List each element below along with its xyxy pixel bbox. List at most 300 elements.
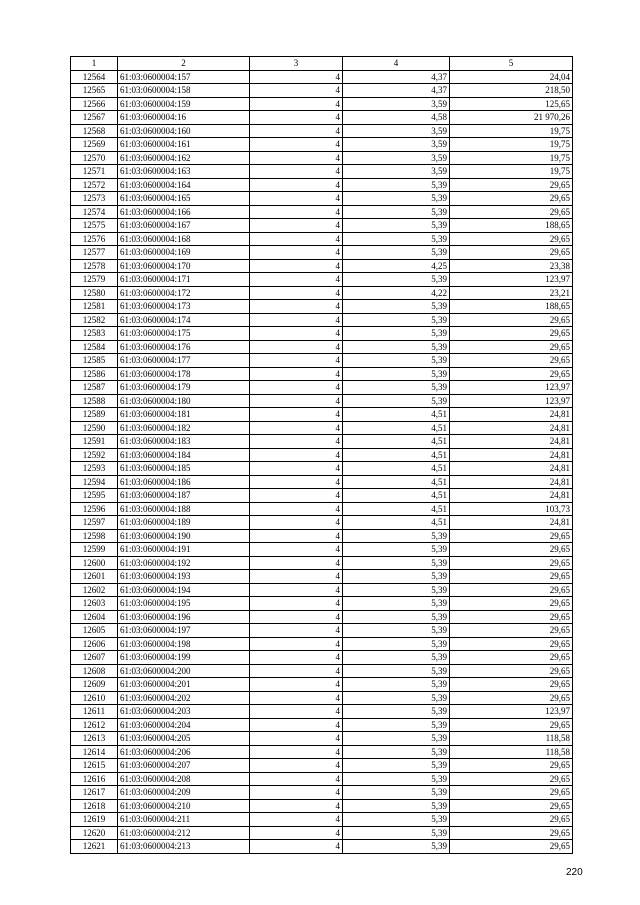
table-row xyxy=(71,570,573,584)
table-cell: 5,39 xyxy=(343,232,450,246)
table-row xyxy=(71,597,573,611)
column-header: 4 xyxy=(343,57,450,71)
table-row xyxy=(71,475,573,489)
table-cell: 125,65 xyxy=(450,97,573,111)
table-cell: 12584 xyxy=(71,340,118,354)
table-cell: 12614 xyxy=(71,745,118,759)
table-cell: 61:03:0600004:163 xyxy=(118,165,250,179)
table-cell: 29,65 xyxy=(450,597,573,611)
table-cell: 29,65 xyxy=(450,354,573,368)
table-cell: 12615 xyxy=(71,759,118,773)
table-row xyxy=(71,151,573,165)
table-row xyxy=(71,705,573,719)
table-cell: 3,59 xyxy=(343,124,450,138)
table-cell: 23,21 xyxy=(450,286,573,300)
table-cell: 4 xyxy=(250,354,343,368)
table-cell: 4 xyxy=(250,732,343,746)
table-row xyxy=(71,502,573,516)
table-cell: 4,37 xyxy=(343,70,450,84)
table-cell: 12568 xyxy=(71,124,118,138)
table-cell: 12595 xyxy=(71,489,118,503)
table-cell: 4 xyxy=(250,745,343,759)
table-row xyxy=(71,327,573,341)
table-cell: 12591 xyxy=(71,435,118,449)
table-row xyxy=(71,84,573,98)
table-row xyxy=(71,381,573,395)
table-cell: 5,39 xyxy=(343,354,450,368)
table-cell: 61:03:0600004:164 xyxy=(118,178,250,192)
table-cell: 61:03:0600004:212 xyxy=(118,826,250,840)
table-cell: 12590 xyxy=(71,421,118,435)
table-cell: 61:03:0600004:211 xyxy=(118,813,250,827)
table-row xyxy=(71,273,573,287)
table-row xyxy=(71,300,573,314)
table-cell: 61:03:0600004:172 xyxy=(118,286,250,300)
table-cell: 29,65 xyxy=(450,529,573,543)
table-cell: 61:03:0600004:159 xyxy=(118,97,250,111)
table-cell: 24,81 xyxy=(450,435,573,449)
table-cell: 4 xyxy=(250,502,343,516)
table-cell: 4 xyxy=(250,826,343,840)
table-cell: 5,39 xyxy=(343,273,450,287)
table-row xyxy=(71,394,573,408)
table-cell: 29,65 xyxy=(450,205,573,219)
table-cell: 61:03:0600004:182 xyxy=(118,421,250,435)
table-cell: 61:03:0600004:185 xyxy=(118,462,250,476)
table-cell: 61:03:0600004:162 xyxy=(118,151,250,165)
table-cell: 61:03:0600004:195 xyxy=(118,597,250,611)
table-cell: 12581 xyxy=(71,300,118,314)
table-cell: 5,39 xyxy=(343,381,450,395)
table-cell: 61:03:0600004:188 xyxy=(118,502,250,516)
table-body xyxy=(71,70,573,853)
table-cell: 12576 xyxy=(71,232,118,246)
table-cell: 29,65 xyxy=(450,678,573,692)
table-cell: 61:03:0600004:196 xyxy=(118,610,250,624)
table-cell: 4,58 xyxy=(343,111,450,125)
table-cell: 123,97 xyxy=(450,273,573,287)
table-cell: 3,59 xyxy=(343,138,450,152)
table-cell: 29,65 xyxy=(450,691,573,705)
table-cell: 61:03:0600004:174 xyxy=(118,313,250,327)
table-cell: 61:03:0600004:173 xyxy=(118,300,250,314)
table-cell: 19,75 xyxy=(450,151,573,165)
table-row xyxy=(71,340,573,354)
table-cell: 12609 xyxy=(71,678,118,692)
table-cell: 4 xyxy=(250,489,343,503)
table-row xyxy=(71,583,573,597)
table-cell: 123,97 xyxy=(450,394,573,408)
table-cell: 4,51 xyxy=(343,421,450,435)
table-cell: 61:03:0600004:161 xyxy=(118,138,250,152)
table-cell: 4 xyxy=(250,840,343,854)
table-cell: 5,39 xyxy=(343,543,450,557)
table-cell: 61:03:0600004:191 xyxy=(118,543,250,557)
column-header: 3 xyxy=(250,57,343,71)
table-cell: 12613 xyxy=(71,732,118,746)
table-cell: 4,51 xyxy=(343,489,450,503)
table-row xyxy=(71,516,573,530)
table-cell: 61:03:0600004:192 xyxy=(118,556,250,570)
table-cell: 29,65 xyxy=(450,192,573,206)
table-row xyxy=(71,826,573,840)
table-cell: 4 xyxy=(250,327,343,341)
table-cell: 12616 xyxy=(71,772,118,786)
table-row xyxy=(71,124,573,138)
table-cell: 12582 xyxy=(71,313,118,327)
table-cell: 12592 xyxy=(71,448,118,462)
table-row xyxy=(71,259,573,273)
table-cell: 61:03:0600004:177 xyxy=(118,354,250,368)
table-cell: 4 xyxy=(250,219,343,233)
table-row xyxy=(71,759,573,773)
table-cell: 24,81 xyxy=(450,462,573,476)
table-cell: 5,39 xyxy=(343,178,450,192)
table-cell: 61:03:0600004:168 xyxy=(118,232,250,246)
table-cell: 24,81 xyxy=(450,421,573,435)
table-cell: 5,39 xyxy=(343,313,450,327)
table-row xyxy=(71,651,573,665)
table-cell: 12572 xyxy=(71,178,118,192)
table-cell: 4 xyxy=(250,84,343,98)
table-cell: 12567 xyxy=(71,111,118,125)
table-row xyxy=(71,732,573,746)
table-row xyxy=(71,840,573,854)
table-cell: 12570 xyxy=(71,151,118,165)
table-cell: 4,51 xyxy=(343,502,450,516)
table-cell: 5,39 xyxy=(343,799,450,813)
table-cell: 4 xyxy=(250,435,343,449)
table-cell: 5,39 xyxy=(343,205,450,219)
table-cell: 4 xyxy=(250,772,343,786)
table-cell: 12579 xyxy=(71,273,118,287)
table-cell: 19,75 xyxy=(450,138,573,152)
column-header: 2 xyxy=(118,57,250,71)
table-cell: 123,97 xyxy=(450,705,573,719)
table-cell: 29,65 xyxy=(450,637,573,651)
table-cell: 61:03:0600004:165 xyxy=(118,192,250,206)
table-cell: 61:03:0600004:202 xyxy=(118,691,250,705)
table-cell: 12587 xyxy=(71,381,118,395)
table-cell: 12588 xyxy=(71,394,118,408)
table-cell: 61:03:0600004:203 xyxy=(118,705,250,719)
table-cell: 4 xyxy=(250,705,343,719)
table-cell: 12571 xyxy=(71,165,118,179)
table-cell: 5,39 xyxy=(343,610,450,624)
table-cell: 24,81 xyxy=(450,489,573,503)
table-row xyxy=(71,543,573,557)
table-cell: 61:03:0600004:197 xyxy=(118,624,250,638)
table-cell: 24,81 xyxy=(450,516,573,530)
table-cell: 4 xyxy=(250,124,343,138)
table-cell: 4,51 xyxy=(343,435,450,449)
table-cell: 4,25 xyxy=(343,259,450,273)
table-cell: 12578 xyxy=(71,259,118,273)
table-cell: 12620 xyxy=(71,826,118,840)
table-cell: 61:03:0600004:16 xyxy=(118,111,250,125)
table-cell: 12596 xyxy=(71,502,118,516)
table-cell: 61:03:0600004:205 xyxy=(118,732,250,746)
table-cell: 4 xyxy=(250,97,343,111)
table-cell: 4 xyxy=(250,651,343,665)
table-cell: 61:03:0600004:169 xyxy=(118,246,250,260)
table-cell: 4,51 xyxy=(343,462,450,476)
column-header: 1 xyxy=(71,57,118,71)
table-cell: 12619 xyxy=(71,813,118,827)
table-cell: 5,39 xyxy=(343,583,450,597)
table-cell: 5,39 xyxy=(343,786,450,800)
table-cell: 61:03:0600004:199 xyxy=(118,651,250,665)
table-row xyxy=(71,313,573,327)
table-cell: 4 xyxy=(250,529,343,543)
table-row xyxy=(71,678,573,692)
table-cell: 61:03:0600004:179 xyxy=(118,381,250,395)
table-cell: 4 xyxy=(250,786,343,800)
table-cell: 4 xyxy=(250,300,343,314)
table-cell: 24,81 xyxy=(450,475,573,489)
table-cell: 5,39 xyxy=(343,691,450,705)
table-cell: 4 xyxy=(250,475,343,489)
table-cell: 4 xyxy=(250,570,343,584)
table-cell: 61:03:0600004:208 xyxy=(118,772,250,786)
table-cell: 12589 xyxy=(71,408,118,422)
table-cell: 12577 xyxy=(71,246,118,260)
table-cell: 61:03:0600004:200 xyxy=(118,664,250,678)
table-cell: 61:03:0600004:206 xyxy=(118,745,250,759)
table-cell: 4 xyxy=(250,637,343,651)
table-cell: 4 xyxy=(250,151,343,165)
table-cell: 4 xyxy=(250,556,343,570)
table-cell: 61:03:0600004:157 xyxy=(118,70,250,84)
table-row xyxy=(71,111,573,125)
table-cell: 218,50 xyxy=(450,84,573,98)
table-cell: 12583 xyxy=(71,327,118,341)
table-row xyxy=(71,664,573,678)
table-cell: 4,51 xyxy=(343,516,450,530)
table-cell: 123,97 xyxy=(450,381,573,395)
table-cell: 3,59 xyxy=(343,151,450,165)
table-row xyxy=(71,178,573,192)
table-cell: 19,75 xyxy=(450,124,573,138)
table-cell: 4 xyxy=(250,664,343,678)
table-cell: 61:03:0600004:207 xyxy=(118,759,250,773)
table-row xyxy=(71,354,573,368)
table-row xyxy=(71,813,573,827)
table-cell: 29,65 xyxy=(450,786,573,800)
table-row xyxy=(71,165,573,179)
table-cell: 61:03:0600004:158 xyxy=(118,84,250,98)
table-cell: 61:03:0600004:194 xyxy=(118,583,250,597)
table-cell: 5,39 xyxy=(343,772,450,786)
table-cell: 23,38 xyxy=(450,259,573,273)
table-row xyxy=(71,799,573,813)
table-cell: 4 xyxy=(250,813,343,827)
table-cell: 29,65 xyxy=(450,178,573,192)
table-cell: 4 xyxy=(250,583,343,597)
table-cell: 29,65 xyxy=(450,826,573,840)
table-cell: 5,39 xyxy=(343,678,450,692)
table-row xyxy=(71,232,573,246)
table-cell: 29,65 xyxy=(450,759,573,773)
table-cell: 4 xyxy=(250,610,343,624)
table-cell: 21 970,26 xyxy=(450,111,573,125)
table-cell: 61:03:0600004:166 xyxy=(118,205,250,219)
table-cell: 12618 xyxy=(71,799,118,813)
table-row xyxy=(71,435,573,449)
table-cell: 12612 xyxy=(71,718,118,732)
table-cell: 12617 xyxy=(71,786,118,800)
table-cell: 4 xyxy=(250,138,343,152)
table-cell: 12607 xyxy=(71,651,118,665)
table-cell: 5,39 xyxy=(343,813,450,827)
table-cell: 29,65 xyxy=(450,651,573,665)
table-cell: 5,39 xyxy=(343,327,450,341)
table-cell: 12602 xyxy=(71,583,118,597)
table-row xyxy=(71,448,573,462)
table-cell: 29,65 xyxy=(450,813,573,827)
table-row xyxy=(71,286,573,300)
table-row xyxy=(71,138,573,152)
table-cell: 29,65 xyxy=(450,313,573,327)
table-cell: 4 xyxy=(250,205,343,219)
table-cell: 61:03:0600004:209 xyxy=(118,786,250,800)
table-cell: 61:03:0600004:170 xyxy=(118,259,250,273)
table-cell: 12586 xyxy=(71,367,118,381)
table-cell: 61:03:0600004:167 xyxy=(118,219,250,233)
table-cell: 12585 xyxy=(71,354,118,368)
table-cell: 5,39 xyxy=(343,651,450,665)
table-cell: 4 xyxy=(250,448,343,462)
table-cell: 5,39 xyxy=(343,637,450,651)
table-row xyxy=(71,718,573,732)
table-cell: 61:03:0600004:160 xyxy=(118,124,250,138)
table-cell: 61:03:0600004:171 xyxy=(118,273,250,287)
table-cell: 188,65 xyxy=(450,300,573,314)
table-cell: 118,58 xyxy=(450,732,573,746)
table-cell: 4,51 xyxy=(343,475,450,489)
table-cell: 61:03:0600004:183 xyxy=(118,435,250,449)
table-cell: 29,65 xyxy=(450,340,573,354)
table-row xyxy=(71,556,573,570)
table-cell: 12605 xyxy=(71,624,118,638)
table-cell: 12575 xyxy=(71,219,118,233)
table-cell: 5,39 xyxy=(343,300,450,314)
table-cell: 5,39 xyxy=(343,367,450,381)
table-cell: 4 xyxy=(250,543,343,557)
table-cell: 29,65 xyxy=(450,570,573,584)
table-row xyxy=(71,772,573,786)
table-cell: 188,65 xyxy=(450,219,573,233)
table-cell: 4 xyxy=(250,367,343,381)
table-cell: 29,65 xyxy=(450,772,573,786)
table-cell: 12565 xyxy=(71,84,118,98)
table-cell: 61:03:0600004:213 xyxy=(118,840,250,854)
table-cell: 4 xyxy=(250,394,343,408)
table-row xyxy=(71,70,573,84)
table-cell: 12564 xyxy=(71,70,118,84)
table-cell: 12580 xyxy=(71,286,118,300)
table-cell: 12621 xyxy=(71,840,118,854)
table-cell: 61:03:0600004:187 xyxy=(118,489,250,503)
table-cell: 12573 xyxy=(71,192,118,206)
table-cell: 5,39 xyxy=(343,219,450,233)
table-cell: 61:03:0600004:189 xyxy=(118,516,250,530)
table-row xyxy=(71,691,573,705)
table-cell: 29,65 xyxy=(450,624,573,638)
table-cell: 4 xyxy=(250,165,343,179)
table-row xyxy=(71,610,573,624)
table-cell: 5,39 xyxy=(343,664,450,678)
table-cell: 19,75 xyxy=(450,165,573,179)
table-cell: 61:03:0600004:184 xyxy=(118,448,250,462)
table-cell: 12574 xyxy=(71,205,118,219)
table-cell: 61:03:0600004:176 xyxy=(118,340,250,354)
table-cell: 61:03:0600004:198 xyxy=(118,637,250,651)
table-row xyxy=(71,367,573,381)
column-header: 5 xyxy=(450,57,573,71)
table-cell: 12601 xyxy=(71,570,118,584)
table-cell: 4 xyxy=(250,313,343,327)
table-cell: 4 xyxy=(250,70,343,84)
table-cell: 3,59 xyxy=(343,165,450,179)
table-row xyxy=(71,637,573,651)
table-cell: 29,65 xyxy=(450,367,573,381)
table-cell: 4 xyxy=(250,597,343,611)
table-cell: 4 xyxy=(250,759,343,773)
table-cell: 61:03:0600004:193 xyxy=(118,570,250,584)
table-cell: 61:03:0600004:175 xyxy=(118,327,250,341)
table-cell: 24,81 xyxy=(450,448,573,462)
table-cell: 5,39 xyxy=(343,745,450,759)
table-cell: 5,39 xyxy=(343,826,450,840)
table-cell: 5,39 xyxy=(343,570,450,584)
table-cell: 29,65 xyxy=(450,232,573,246)
table-row xyxy=(71,192,573,206)
table-cell: 4 xyxy=(250,624,343,638)
table-cell: 61:03:0600004:201 xyxy=(118,678,250,692)
table-cell: 29,65 xyxy=(450,799,573,813)
table-cell: 12604 xyxy=(71,610,118,624)
table-cell: 5,39 xyxy=(343,718,450,732)
table-cell: 29,65 xyxy=(450,840,573,854)
table-row xyxy=(71,219,573,233)
table-cell: 29,65 xyxy=(450,543,573,557)
table-cell: 4 xyxy=(250,340,343,354)
table-cell: 4 xyxy=(250,421,343,435)
table-cell: 5,39 xyxy=(343,759,450,773)
table-cell: 5,39 xyxy=(343,340,450,354)
table-cell: 3,59 xyxy=(343,97,450,111)
table-cell: 5,39 xyxy=(343,624,450,638)
table-row xyxy=(71,462,573,476)
table-cell: 12599 xyxy=(71,543,118,557)
table-row xyxy=(71,529,573,543)
table-cell: 61:03:0600004:180 xyxy=(118,394,250,408)
table-cell: 118,58 xyxy=(450,745,573,759)
table-cell: 4 xyxy=(250,273,343,287)
table-cell: 4 xyxy=(250,691,343,705)
table-cell: 4 xyxy=(250,246,343,260)
table-cell: 5,39 xyxy=(343,394,450,408)
table-cell: 12566 xyxy=(71,97,118,111)
table-cell: 61:03:0600004:186 xyxy=(118,475,250,489)
table-cell: 5,39 xyxy=(343,840,450,854)
table-cell: 5,39 xyxy=(343,192,450,206)
table-row xyxy=(71,421,573,435)
table-cell: 5,39 xyxy=(343,705,450,719)
table-cell: 4 xyxy=(250,111,343,125)
table-cell: 29,65 xyxy=(450,718,573,732)
